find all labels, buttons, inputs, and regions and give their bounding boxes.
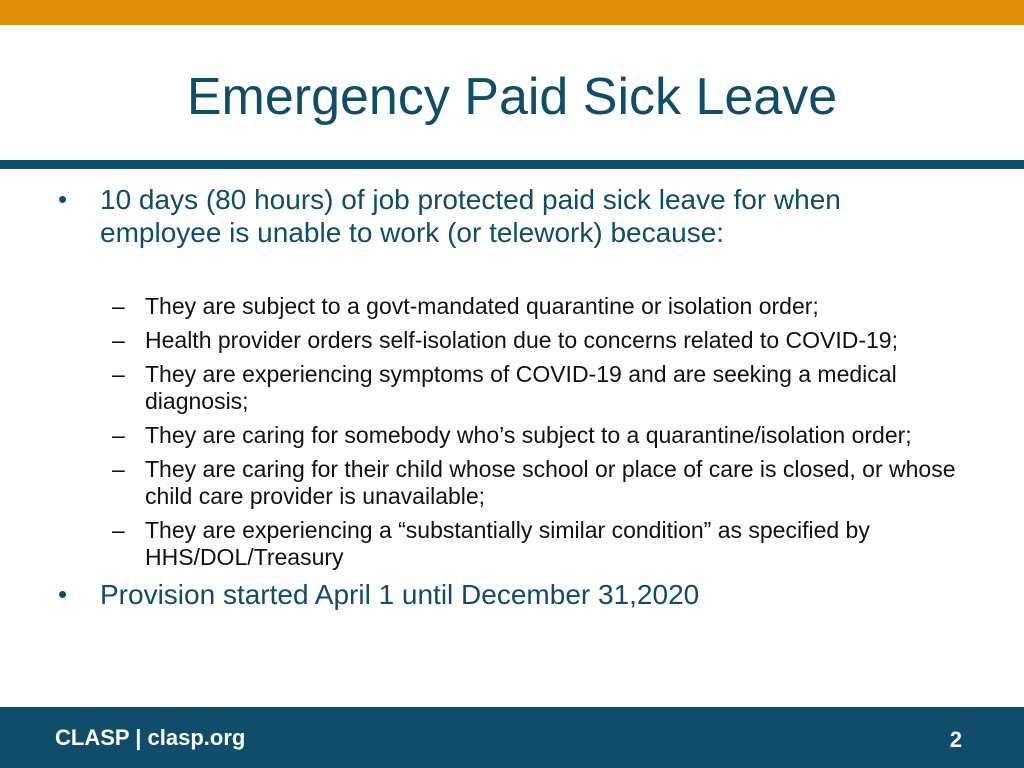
- sub-bullet-item: [0, 361, 1024, 415]
- bullet-icon: •: [58, 579, 68, 609]
- sub-bullet-item: [0, 293, 1024, 320]
- sub-bullet-text: They are subject to a govt-mandated quarantine or isolation order;: [145, 293, 819, 319]
- footer-bar: [0, 707, 1024, 768]
- dash-icon: –: [112, 456, 125, 482]
- dash-icon: –: [112, 361, 125, 387]
- sub-bullet-list: [0, 293, 1024, 571]
- sub-bullet-text: They are experiencing symptoms of COVID-19 and are seeking a medical diagnosis;: [145, 361, 897, 414]
- slide-title: Emergency Paid Sick Leave: [186, 68, 838, 126]
- bullet-item: [0, 183, 1024, 249]
- sub-bullet-item: [0, 327, 1024, 354]
- dash-icon: –: [112, 293, 125, 319]
- bullet-text: Provision started April 1 until December 31,2020: [100, 579, 700, 610]
- sub-bullet-item: [0, 456, 1024, 510]
- sub-bullet-text: They are experiencing a “substantially similar condition” as specified by HHS/DOL/Treasury: [145, 517, 870, 570]
- bullet-text: 10 days (80 hours) of job protected paid sick leave for when employee is unable to work (or telework) because:: [100, 184, 841, 248]
- top-accent-bar: [0, 0, 1024, 25]
- bullet-item: [0, 578, 1024, 611]
- bullet-icon: •: [58, 184, 68, 214]
- page-number: 2: [949, 727, 962, 752]
- sub-bullet-item: [0, 517, 1024, 571]
- footer-brand: CLASP | clasp.org: [55, 725, 246, 750]
- sub-bullet-text: Health provider orders self-isolation due to concerns related to COVID-19;: [145, 327, 898, 353]
- title-divider: [0, 160, 1024, 169]
- slide-content: [0, 180, 1024, 611]
- sub-bullet-text: They are caring for their child whose school or place of care is closed, or whose child care provider is unavailable;: [145, 456, 956, 509]
- sub-bullet-text: They are caring for somebody who’s subject to a quarantine/isolation order;: [145, 422, 912, 448]
- sub-bullet-item: [0, 422, 1024, 449]
- dash-icon: –: [112, 327, 125, 353]
- dash-icon: –: [112, 422, 125, 448]
- dash-icon: –: [112, 517, 125, 543]
